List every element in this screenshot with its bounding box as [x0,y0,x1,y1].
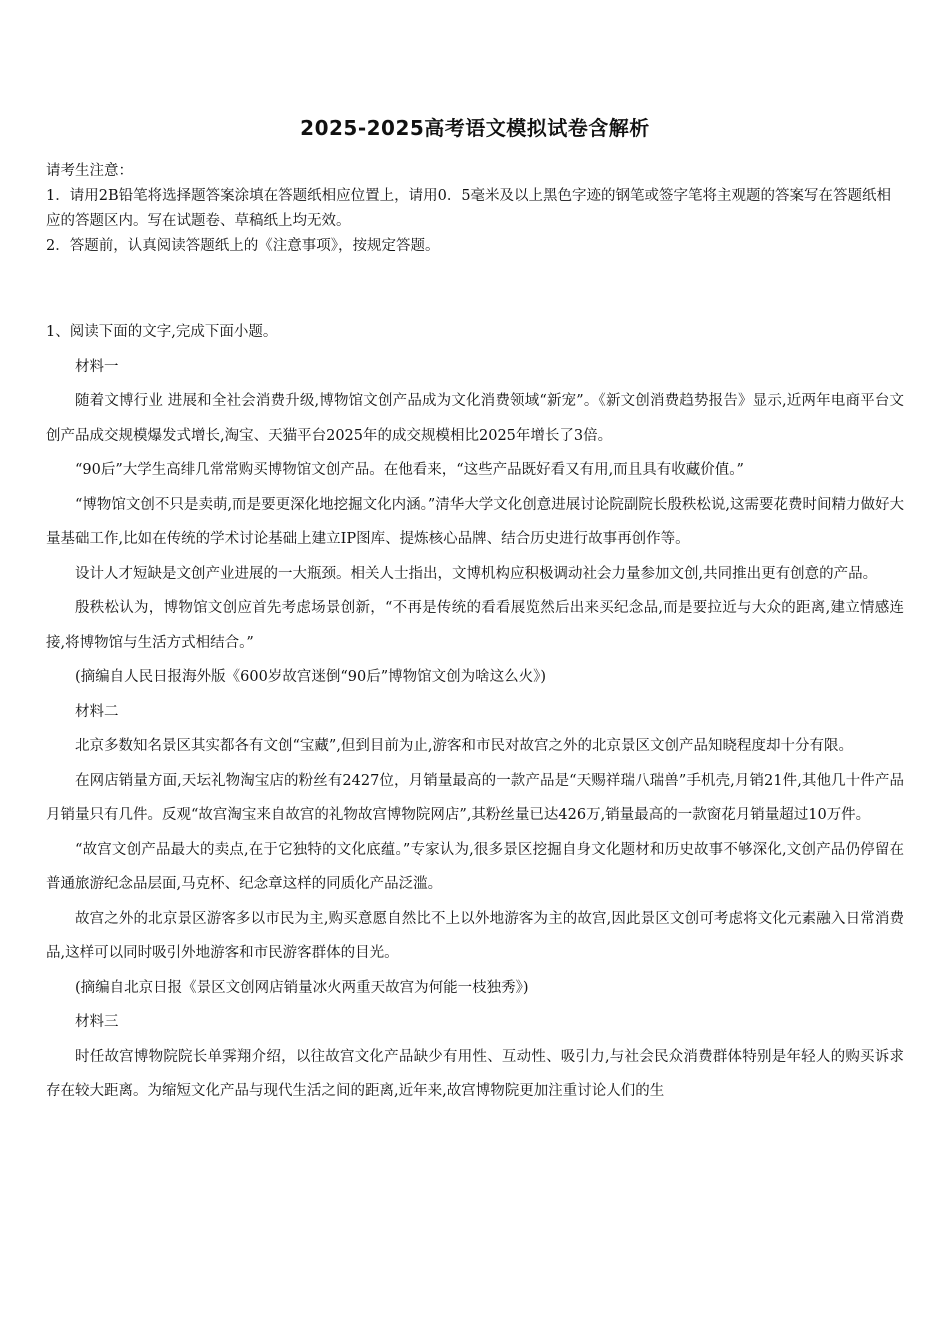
material-2-paragraph: 在网店销量方面,天坛礼物淘宝店的粉丝有2427位，月销量最高的一款产品是“天赐祥瑞八瑞兽”手机壳,月销21件,其他几十件产品月销量只有几件。反观“故宫淘宝来自故宫的礼物故宫博物院网店”,其粉丝量已达426万,销量最高的一款窗花月销量超过10万件。 [46,772,904,823]
material-2-paragraph: 故宫之外的北京景区游客多以市民为主,购买意愿自然比不上以外地游客为主的故宫,因此景区文创可考虑将文化元素融入日常消费品,这样可以同时吸引外地游客和市民游客群体的目光。 [46,910,904,961]
question-stem: 1、阅读下面的文字,完成下面小题。 [46,324,278,340]
notice-item-1: 1．请用2B铅笔将选择题答案涂填在答题纸相应位置上，请用0．5毫米及以上黑色字迹的钢笔或签字笔将主观题的答案写在答题纸相应的答题区内。写在试题卷、草稿纸上均无效。 [46,188,892,229]
material-1-paragraph: 随着文博行业 进展和全社会消费升级,博物馆文创产品成为文化消费领域“新宠”。《新文创消费趋势报告》显示,近两年电商平台文创产品成交规模爆发式增长,淘宝、天猫平台2025年的成交规模相比2025年增长了3倍。 [46,393,904,444]
material-2-paragraph: 北京多数知名景区其实都各有文创“宝藏”,但到目前为止,游客和市民对故宫之外的北京景区文创产品知晓程度却十分有限。 [75,738,854,754]
page-title: 2025-2025高考语文模拟试卷含解析 [300,116,650,140]
material-1-paragraph: 殷秩松认为，博物馆文创应首先考虑场景创新，“不再是传统的看看展览然后出来买纪念品,而是要拉近与大众的距离,建立情感连接,将博物馆与生活方式相结合。” [46,600,904,651]
material-1-source: (摘编自人民日报海外版《600岁故宫迷倒“90后”博物馆文创为啥这么火》) [75,669,547,685]
material-1-paragraph: 设计人才短缺是文创产业进展的一大瓶颈。相关人士指出，文博机构应积极调动社会力量参加文创,共同推出更有创意的产品。 [75,565,878,582]
material-3-paragraph: 时任故宫博物院院长单霁翔介绍，以往故宫文化产品缺少有用性、互动性、吸引力,与社会民众消费群体特别是年轻人的购买诉求存在较大距离。为缩短文化产品与现代生活之间的距离,近年来,故宫博物院更加注重讨论人们的生 [46,1048,904,1099]
material-3-label: 材料三 [75,1014,119,1030]
notice-item-2: 2．答题前，认真阅读答题纸上的《注意事项》，按规定答题。 [46,238,440,254]
material-2-label: 材料二 [75,703,119,720]
material-1-paragraph: “90后”大学生高绯几常常购买博物馆文创产品。在他看来，“这些产品既好看又有用,而且具有收藏价值。” [75,462,744,478]
spacer [46,259,904,315]
material-1-paragraph: “博物馆文创不只是卖萌,而是要更深化地挖掘文化内涵。”清华大学文化创意进展讨论院副院长殷秩松说,这需要花费时间精力做好大量基础工作,比如在传统的学术讨论基础上建立IP图库、提炼核心品牌、结合历史进行故事再创作等。 [46,496,904,547]
material-2-source: (摘编自北京日报《景区文创网店销量冰火两重天故宫为何能一枝独秀》) [75,979,529,996]
notice-heading: 请考生注意： [46,163,133,179]
question-1 [46,315,904,1109]
material-1-label: 材料一 [75,358,119,375]
material-2-paragraph: “故宫文创产品最大的卖点,在于它独特的文化底蕴。”专家认为,很多景区挖掘自身文化题材和历史故事不够深化,文创产品仍停留在普通旅游纪念品层面,马克杯、纪念章这样的同质化产品泛滥。 [46,841,904,892]
exam-notice [46,159,904,259]
